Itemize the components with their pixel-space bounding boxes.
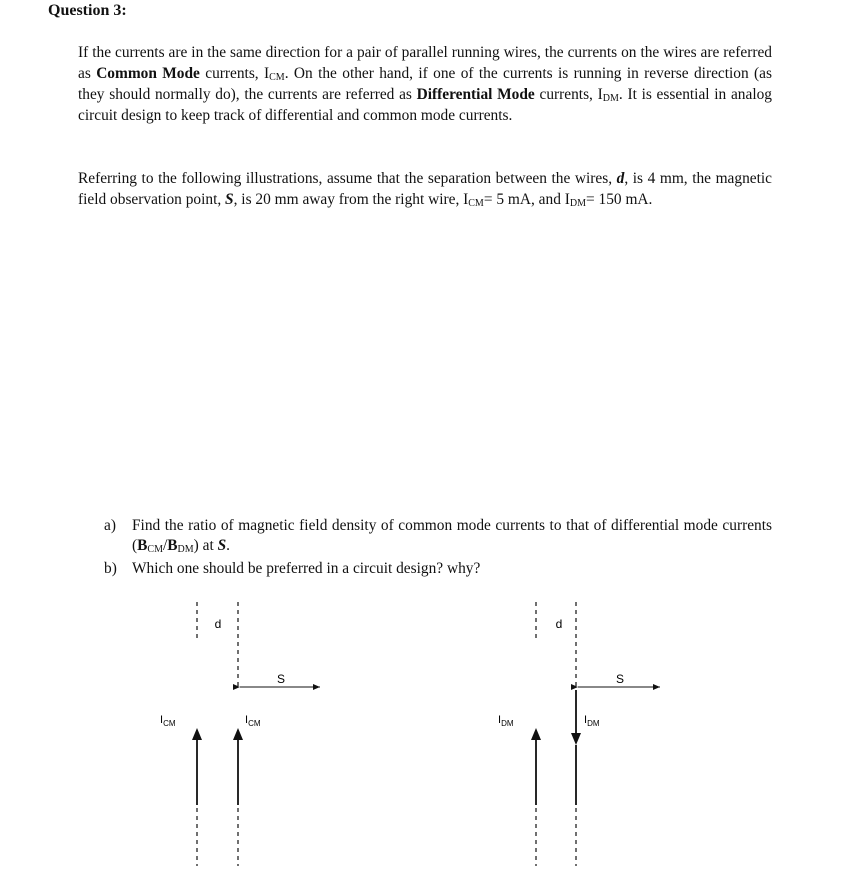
dm-s-label: S xyxy=(615,672,625,686)
dm-right-current-label: $I_{DM}$ xyxy=(584,714,600,728)
cm-right-up-arrow xyxy=(233,728,243,740)
differential-mode-figure xyxy=(498,602,660,866)
common-mode-figure xyxy=(160,602,320,866)
cm-s-label: S xyxy=(276,672,286,686)
assumptions-paragraph: Referring to the following illustrations, assume that the separation between the wires, d, is 4 mm, the magnetic field observation point, S, is 20 mm away from the right wire, $I_{CM}= 5$ mA, and $I_{DM}= 150$ mA. xyxy=(78,170,772,209)
common-mode-term: Common Mode xyxy=(96,65,200,82)
dm-left-current-label: $I_{DM}$ xyxy=(498,714,514,728)
question-a-text: Find the ratio of magnetic field density of common mode currents to that of differential mode currents $(B_{CM}/B_{DM})$ at S. xyxy=(132,517,772,555)
cm-left-up-arrow xyxy=(192,728,202,740)
cm-left-current-label: $I_{CM}$ xyxy=(160,714,176,728)
intro-paragraph: If the currents are in the same direction for a pair of parallel running wires, the currents on the wires are referred as Common Mode currents, $I_{CM}$. On the other hand, if one of the currents is running in reverse direction (as they should normally do), the currents are referred as Differential Mode currents, $I_{DM}$. It is essential in analog circuit design to keep track of differential and common mode currents. xyxy=(78,44,772,124)
dm-left-up-arrow xyxy=(531,728,541,740)
dm-right-down-arrow xyxy=(571,733,581,745)
cm-d-label: d xyxy=(214,617,222,631)
question-b-text: Which one should be preferred in a circuit design? why? xyxy=(132,560,481,577)
differential-mode-term: Differential Mode xyxy=(416,86,535,103)
question-b-label: b) xyxy=(104,560,117,577)
question-a-label: a) xyxy=(104,517,116,534)
dm-d-label: d xyxy=(555,617,563,631)
cm-right-current-label: $I_{CM}$ xyxy=(245,714,261,728)
question-title: Question 3: xyxy=(48,2,127,19)
